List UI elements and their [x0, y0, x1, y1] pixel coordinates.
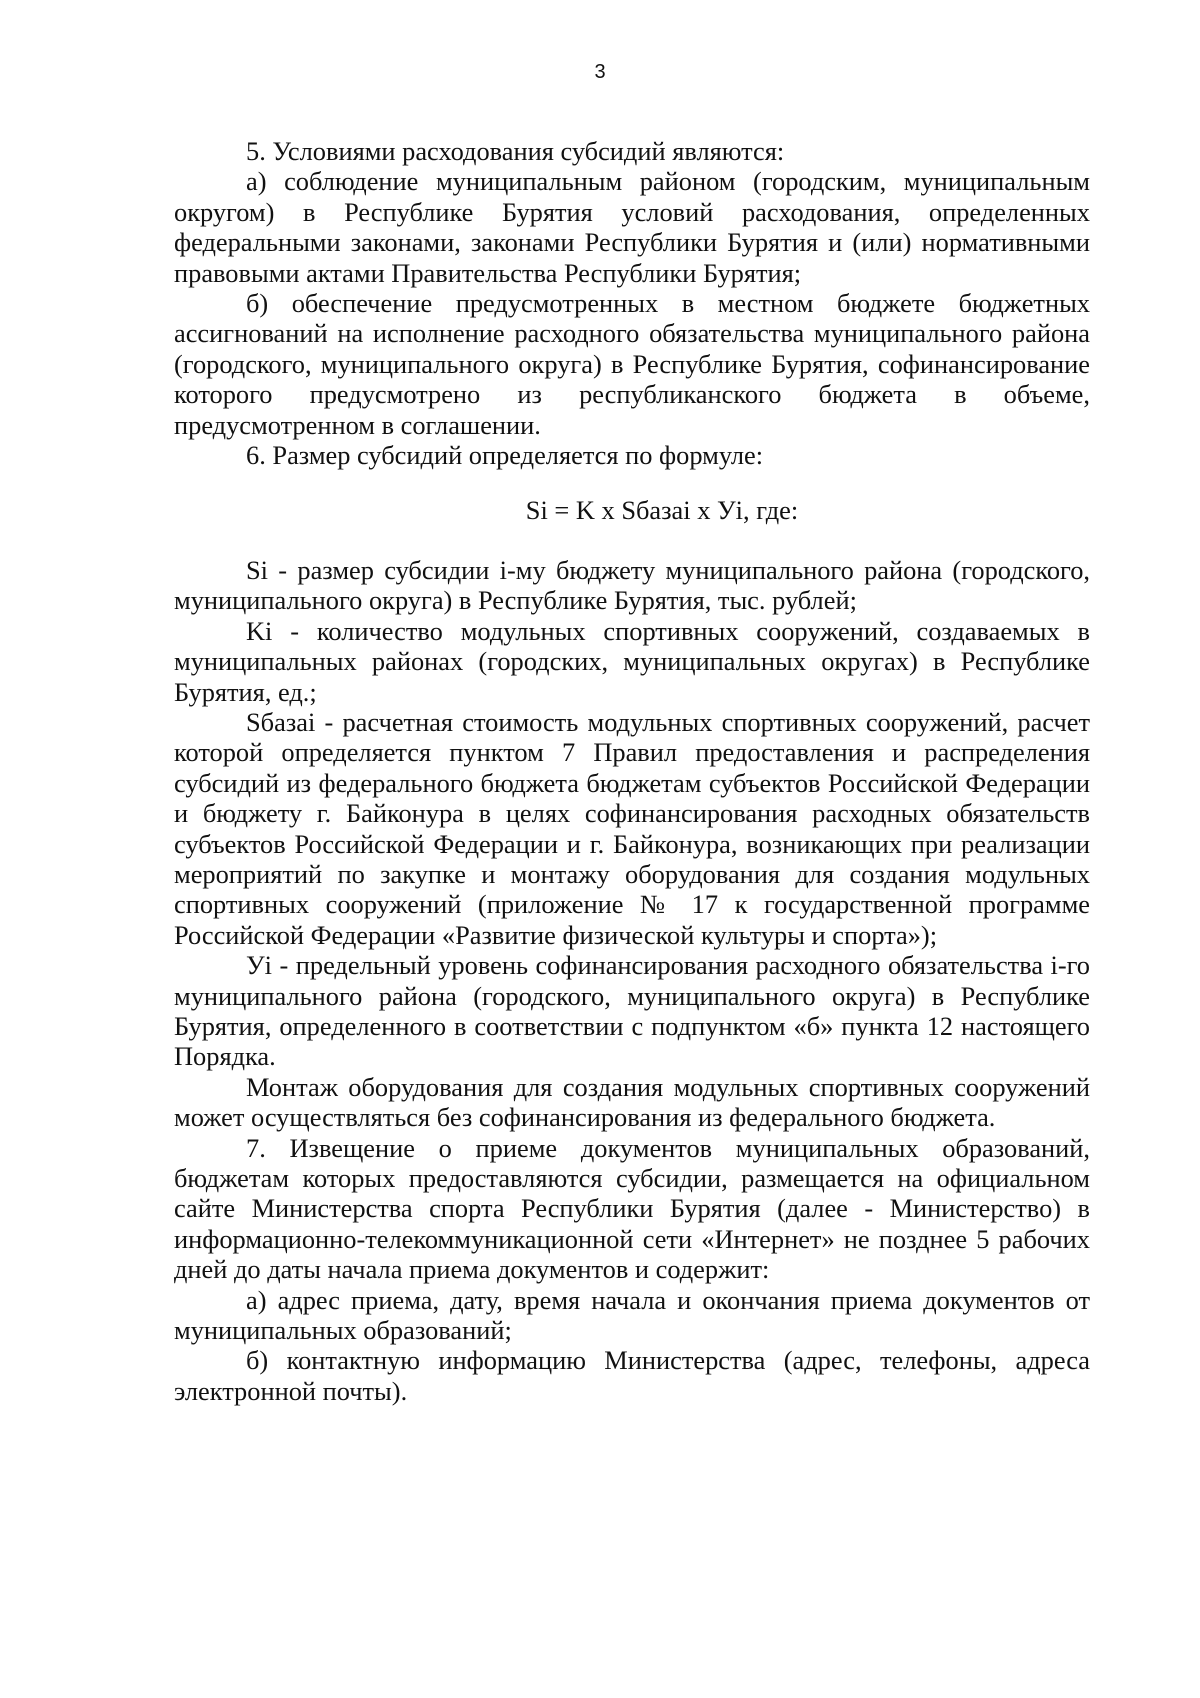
page-number: 3	[594, 61, 606, 83]
clause-5-heading: 5. Условиями расходования субсидий являются:	[246, 136, 785, 166]
definition-yi: Уi - предельный уровень софинансирования расходного обязательства i-го муниципального района (городского, муниципального округа) в Республике Бурятия, определенного в соответствии с подпунктом «б» пункта 12 настоящего Порядка.	[174, 950, 1090, 1072]
document-body	[174, 136, 1090, 1406]
clause-5a: а) соблюдение муниципальным районом (городским, муниципальным округом) в Республике Бурятия условий расходования, определенных федеральными законами, законами Республики Бурятия и (или) нормативными правовыми актами Правительства Республики Бурятия;	[174, 166, 1090, 288]
clause-7: 7. Извещение о приеме документов муниципальных образований, бюджетам которых предоставляются субсидии, размещается на официальном сайте Министерства спорта Республики Бурятия (далее - Министерство) в информационно-телекоммуникационной сети «Интернет» не позднее 5 рабочих дней до даты начала приема документов и содержит:	[174, 1132, 1090, 1285]
definition-si: Si - размер субсидии i-му бюджету муниципального района (городского, муниципального округа) в Республике Бурятия, тыс. рублей;	[174, 554, 1090, 616]
mounting-note: Монтаж оборудования для создания модульных спортивных сооружений может осуществляться без софинансирования из федерального бюджета.	[174, 1071, 1090, 1133]
subsidy-formula: Si = K x Sбазаi x Уi, где:	[525, 495, 799, 526]
clause-5b: б) обеспечение предусмотренных в местном бюджете бюджетных ассигнований на исполнение расходного обязательства муниципального района (городского, муниципального округа) в Республике Бурятия, софинансирование которого предусмотрено из республиканского бюджета в объеме, предусмотренном в соглашении.	[174, 288, 1090, 440]
clause-7a: а) адрес приема, дату, время начала и окончания приема документов от муниципальных образований;	[174, 1284, 1090, 1346]
definition-ki: Ki - количество модульных спортивных сооружений, создаваемых в муниципальных районах (городских, муниципальных округах) в Республике Бурятия, ед.;	[174, 615, 1090, 707]
definition-sbaza: Sбазаi - расчетная стоимость модульных спортивных сооружений, расчет которой определяется пунктом 7 Правил предоставления и распределения субсидий из федерального бюджета бюджетам субъектов Российской Федерации и бюджету г. Байконура в целях софинансирования расходных обязательств субъектов Российской Федерации и г. Байконура, возникающих при реализации мероприятий по закупке и монтажу оборудования для создания модульных спортивных сооружений (приложение № 17 к государственной программе Российской Федерации «Развитие физической культуры и спорта»);	[174, 706, 1090, 950]
clause-6-heading: 6. Размер субсидий определяется по формуле:	[246, 440, 764, 471]
clause-7b: б) контактную информацию Министерства (адрес, телефоны, адреса электронной почты).	[174, 1345, 1090, 1406]
